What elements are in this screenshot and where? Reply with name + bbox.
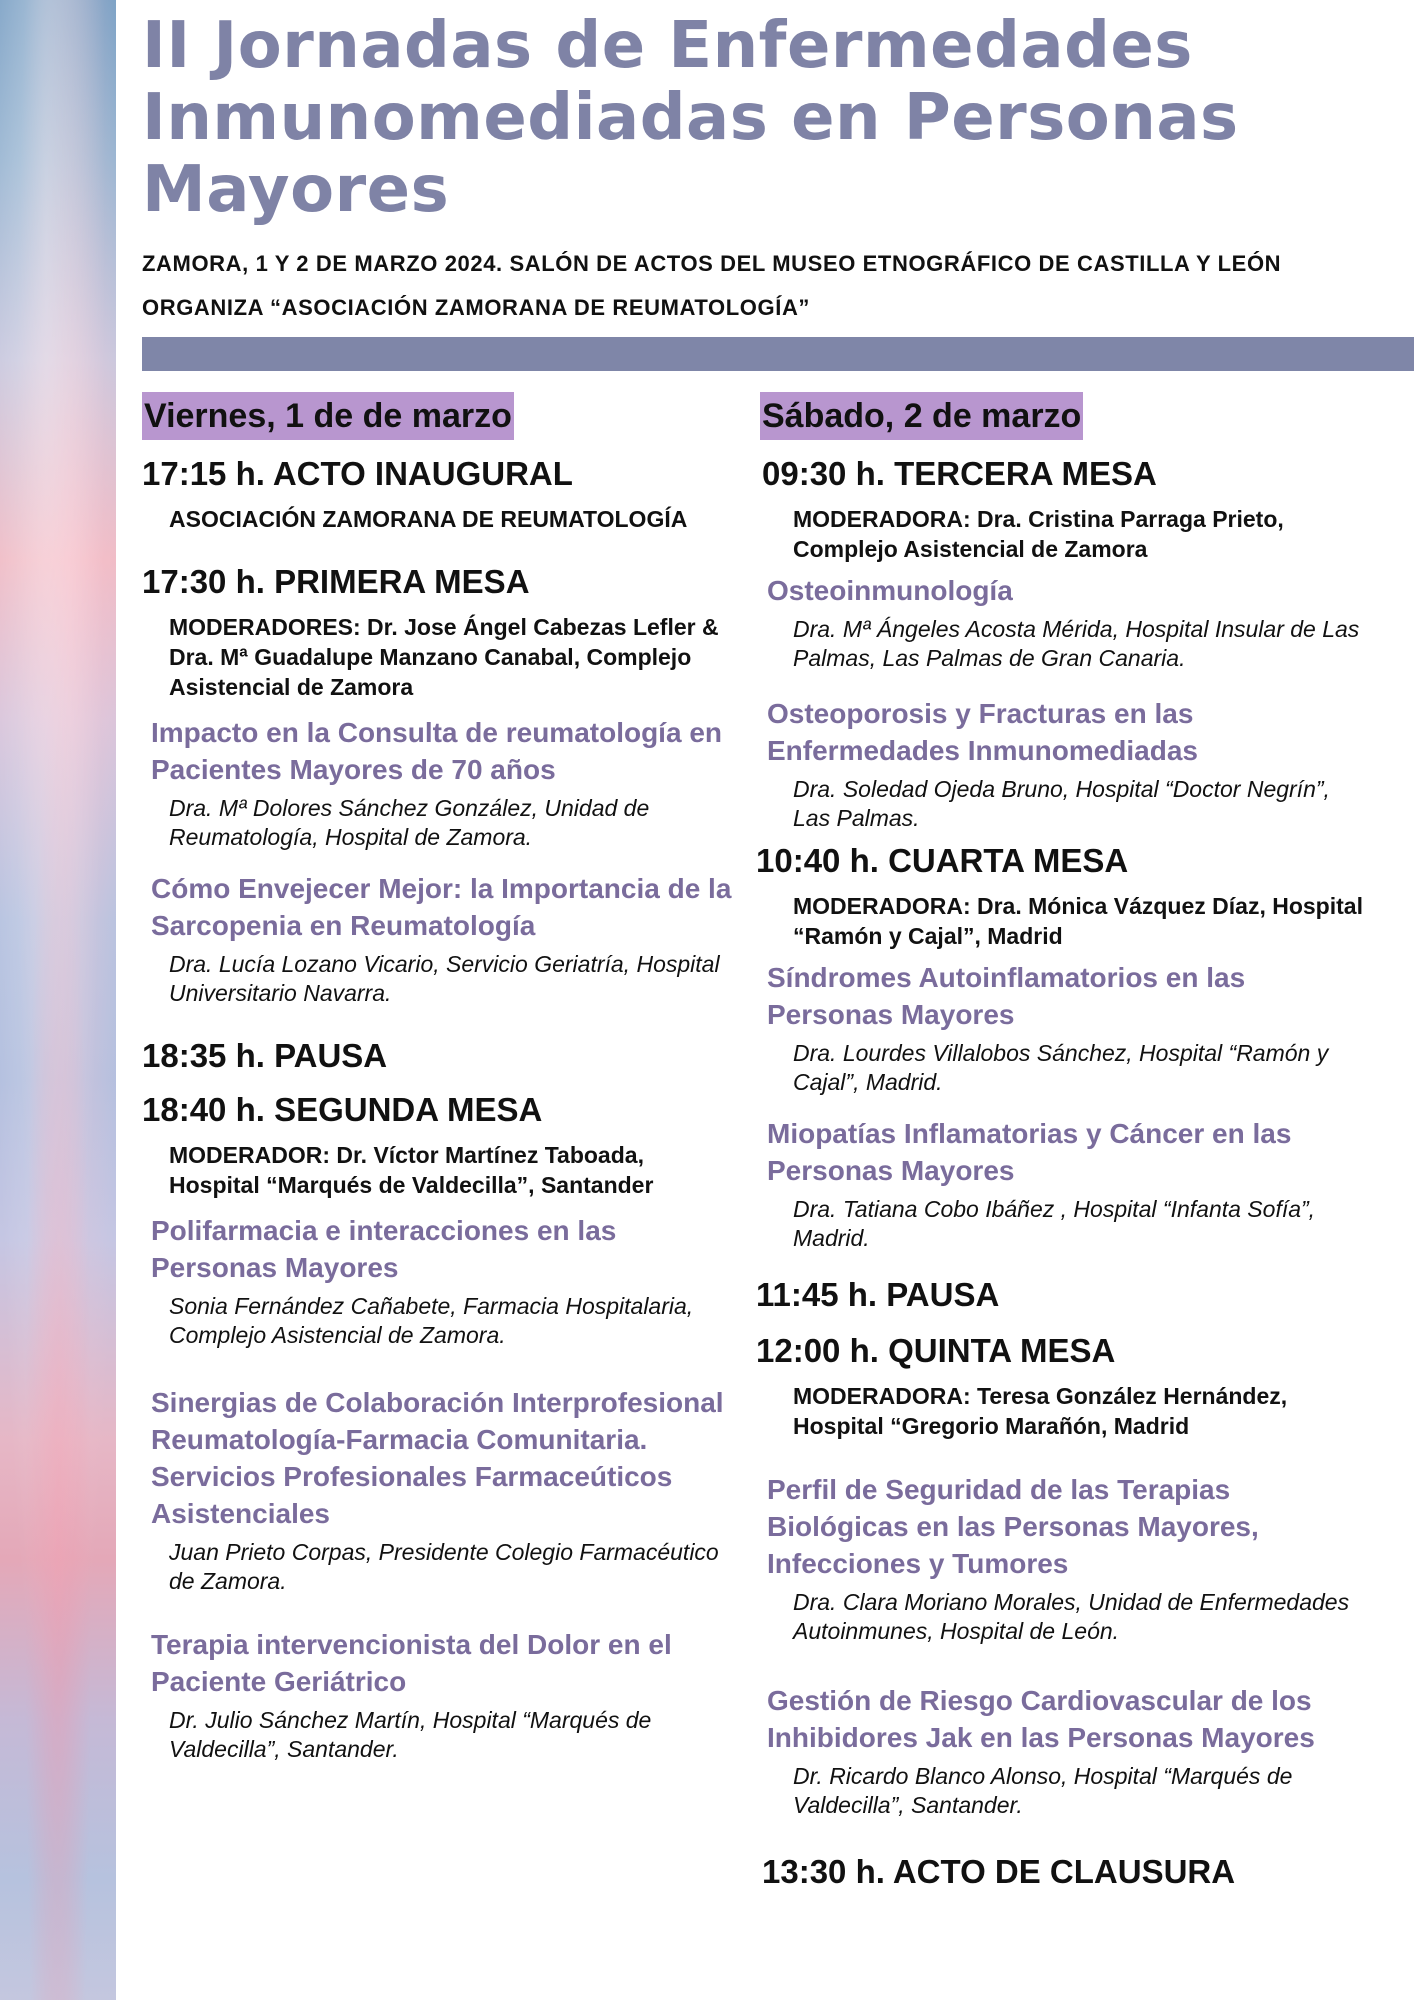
- session-time: 17:15 h. ACTO INAUGURAL: [142, 455, 573, 492]
- header-divider-bar: [142, 337, 1414, 371]
- talk-title: Perfil de Seguridad de las Terapias Biológicas en las Personas Mayores, Infecciones y Tumores: [767, 1474, 1259, 1579]
- session-moderators: MODERADORES: Dr. Jose Ángel Cabezas Lefler & Dra. Mª Guadalupe Manzano Canabal, Complejo Asistencial de Zamora: [169, 614, 719, 700]
- talk-title: Gestión de Riesgo Cardiovascular de los Inhibidores Jak en las Personas Mayores: [767, 1685, 1315, 1753]
- talk-speaker: Dra. Lucía Lozano Vicario, Servicio Geriatría, Hospital Universitario Navarra.: [169, 951, 720, 1006]
- talk-title: Impacto en la Consulta de reumatología en Pacientes Mayores de 70 años: [151, 717, 722, 785]
- talk-speaker: Sonia Fernández Cañabete, Farmacia Hospitalaria, Complejo Asistencial de Zamora.: [169, 1293, 694, 1348]
- friday-column: [142, 392, 732, 1782]
- talk-speaker: Dra. Soledad Ojeda Bruno, Hospital “Doctor Negrín”, Las Palmas.: [793, 776, 1330, 831]
- talk-speaker: Dra. Mª Ángeles Acosta Mérida, Hospital Insular de Las Palmas, Las Palmas de Gran Canaria.: [793, 616, 1360, 671]
- session-moderator: MODERADORA: Dra. Cristina Parraga Prieto, Complejo Asistencial de Zamora: [793, 506, 1284, 562]
- talk-title: Osteoinmunología: [767, 575, 1013, 606]
- session-time: 18:40 h. SEGUNDA MESA: [142, 1091, 543, 1128]
- day-heading-saturday: Sábado, 2 de marzo: [760, 392, 1083, 440]
- day-heading-friday: Viernes, 1 de de marzo: [142, 392, 514, 440]
- organizer-line: ORGANIZA “ASOCIACIÓN ZAMORANA DE REUMATOLOGÍA”: [142, 295, 811, 320]
- talk-speaker: Dr. Julio Sánchez Martín, Hospital “Marqués de Valdecilla”, Santander.: [169, 1707, 652, 1762]
- talk-speaker: Dr. Ricardo Blanco Alonso, Hospital “Marqués de Valdecilla”, Santander.: [793, 1763, 1293, 1818]
- talk-title: Terapia intervencionista del Dolor en el Paciente Geriátrico: [151, 1629, 672, 1697]
- page-header: [142, 10, 1392, 330]
- session-moderator: MODERADORA: Teresa González Hernández, Hospital “Gregorio Marañón, Madrid: [793, 1383, 1288, 1439]
- subtitle-block: [142, 242, 1392, 330]
- session-time: 12:00 h. QUINTA MESA: [756, 1332, 1116, 1369]
- talk-speaker: Dra. Clara Moriano Morales, Unidad de Enfermedades Autoinmunes, Hospital de León.: [793, 1589, 1350, 1644]
- talk-title: Osteoporosis y Fracturas en las Enfermedades Inmunomediadas: [767, 698, 1199, 766]
- decorative-sky-strip: [0, 0, 116, 2000]
- location-line: ZAMORA, 1 Y 2 DE MARZO 2024. SALÓN DE ACTOS DEL MUSEO ETNOGRÁFICO DE CASTILLA Y LEÓN: [142, 251, 1282, 276]
- pause-label: 11:45 h. PAUSA: [756, 1276, 1000, 1313]
- talk-title: Sinergias de Colaboración Interprofesional Reumatología-Farmacia Comunitaria. Servicios Profesionales Farmaceúticos Asistenciales: [151, 1387, 724, 1529]
- talk-speaker: Juan Prieto Corpas, Presidente Colegio Farmacéutico de Zamora.: [169, 1539, 719, 1594]
- talk-title: Miopatías Inflamatorias y Cáncer en las Personas Mayores: [767, 1118, 1292, 1186]
- talk-speaker: Dra. Lourdes Villalobos Sánchez, Hospital “Ramón y Cajal”, Madrid.: [793, 1040, 1329, 1095]
- session-time: 10:40 h. CUARTA MESA: [756, 842, 1129, 879]
- session-time: 17:30 h. PRIMERA MESA: [142, 563, 530, 600]
- session-host: ASOCIACIÓN ZAMORANA DE REUMATOLOGÍA: [169, 506, 688, 532]
- session-moderator: MODERADORA: Dra. Mónica Vázquez Díaz, Hospital “Ramón y Cajal”, Madrid: [793, 893, 1363, 949]
- talk-title: Cómo Envejecer Mejor: la Importancia de la Sarcopenia en Reumatología: [151, 873, 732, 941]
- pause-label: 18:35 h. PAUSA: [142, 1037, 388, 1074]
- talk-title: Síndromes Autoinflamatorios en las Personas Mayores: [767, 962, 1246, 1030]
- saturday-column: [756, 392, 1366, 1902]
- talk-speaker: Dra. Mª Dolores Sánchez González, Unidad de Reumatología, Hospital de Zamora.: [169, 795, 650, 850]
- talk-speaker: Dra. Tatiana Cobo Ibáñez , Hospital “Infanta Sofía”, Madrid.: [793, 1196, 1316, 1251]
- page-title: II Jornadas de Enfermedades Inmunomediadas en Personas Mayores: [142, 9, 1239, 227]
- session-time: 09:30 h. TERCERA MESA: [762, 455, 1157, 492]
- closing-session: 13:30 h. ACTO DE CLAUSURA: [762, 1853, 1236, 1890]
- session-moderator: MODERADOR: Dr. Víctor Martínez Taboada, Hospital “Marqués de Valdecilla”, Santander: [169, 1142, 654, 1198]
- talk-title: Polifarmacia e interacciones en las Personas Mayores: [151, 1215, 617, 1283]
